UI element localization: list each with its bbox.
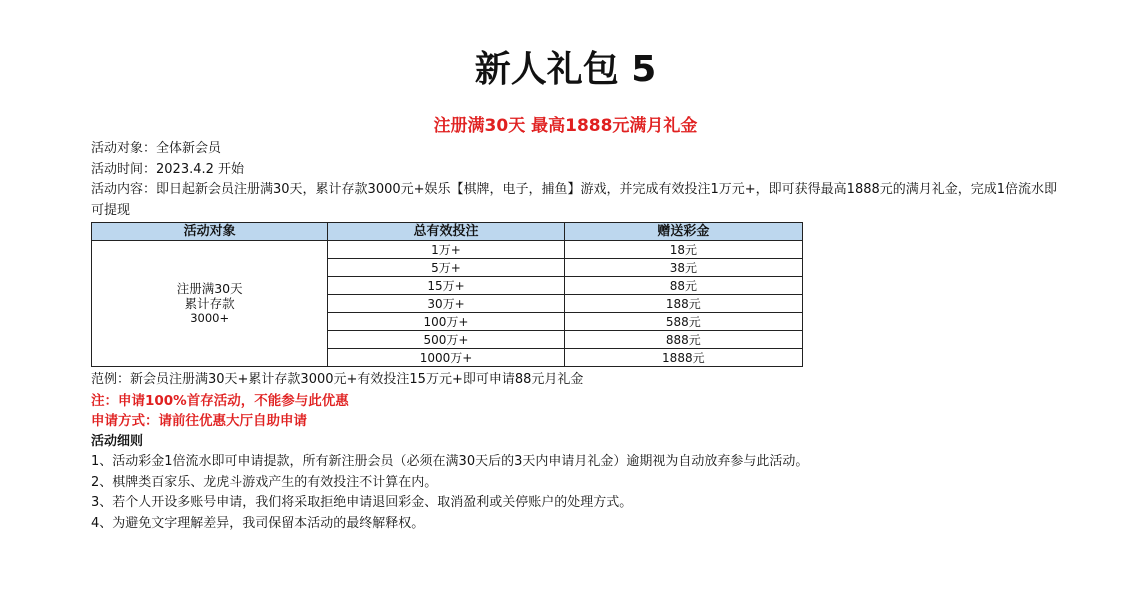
rule-item: 2、棋牌类百家乐、龙虎斗游戏产生的有效投注不计算在内。 xyxy=(91,474,438,490)
bonus-cell: 18元 xyxy=(564,241,802,259)
bet-cell: 500万+ xyxy=(328,331,564,349)
header-target: 活动对象 xyxy=(92,223,328,241)
promo-subtitle: 注册满30天 最高1888元满月礼金 xyxy=(433,116,698,136)
bonus-cell: 888元 xyxy=(564,331,802,349)
bet-cell: 5万+ xyxy=(328,259,564,277)
promo-content xyxy=(91,139,1061,534)
target-cell xyxy=(92,241,328,367)
bonus-cell: 588元 xyxy=(564,313,802,331)
bet-cell: 1000万+ xyxy=(328,349,564,367)
bet-cell: 15万+ xyxy=(328,277,564,295)
activity-time xyxy=(91,160,1061,181)
bet-cell: 30万+ xyxy=(328,295,564,313)
rules-heading: 活动细则 xyxy=(91,433,144,449)
bonus-cell: 88元 xyxy=(564,277,802,295)
activity-target: 活动对象：全体新会员 xyxy=(91,141,222,156)
target-line: 注册满30天 xyxy=(176,281,243,296)
rule-item: 3、若个人开设多账号申请，我们将采取拒绝申请退回彩金、取消盈利或关停账户的处理方式。 xyxy=(91,495,633,510)
rule-item: 1、活动彩金1倍流水即可申请提款，所有新注册会员（必须在满30天后的3天内申请月礼金）逾期视为自动放弃参与此活动。 xyxy=(91,454,809,469)
rule-item: 4、为避免文字理解差异，我司保留本活动的最终解释权。 xyxy=(91,515,425,531)
bonus-cell: 38元 xyxy=(564,259,802,277)
bonus-cell: 1888元 xyxy=(564,349,802,367)
page-title: 新人礼包 5 xyxy=(474,49,657,90)
table-header-row xyxy=(92,223,803,241)
activity-time-value: 2023.4.2 开始 xyxy=(156,161,245,177)
target-line: 3000+ xyxy=(190,311,230,325)
header-bonus: 赠送彩金 xyxy=(564,223,802,241)
table-row xyxy=(92,241,803,259)
bet-cell: 1万+ xyxy=(328,241,564,259)
note-text: 注：申请100%首存活动，不能参与此优惠 xyxy=(91,392,349,409)
example-text: 范例：新会员注册满30天+累计存款3000元+有效投注15万元+即可申请88元月礼金 xyxy=(91,372,584,387)
bet-cell: 100万+ xyxy=(328,313,564,331)
apply-method-text: 申请方式：请前往优惠大厅自助申请 xyxy=(91,413,307,429)
bonus-cell: 188元 xyxy=(564,295,802,313)
activity-time-label: 活动时间： xyxy=(91,161,157,177)
activity-content: 活动内容：即日起新会员注册满30天，累计存款3000元+娱乐【棋牌，电子，捕鱼】游戏，并完成有效投注1万元+，即可获得最高1888元的满月礼金，完成1倍流水即可提现 xyxy=(91,182,1058,218)
bonus-table xyxy=(91,222,803,367)
target-line: 累计存款 xyxy=(184,296,235,311)
header-total-bet: 总有效投注 xyxy=(328,223,564,241)
